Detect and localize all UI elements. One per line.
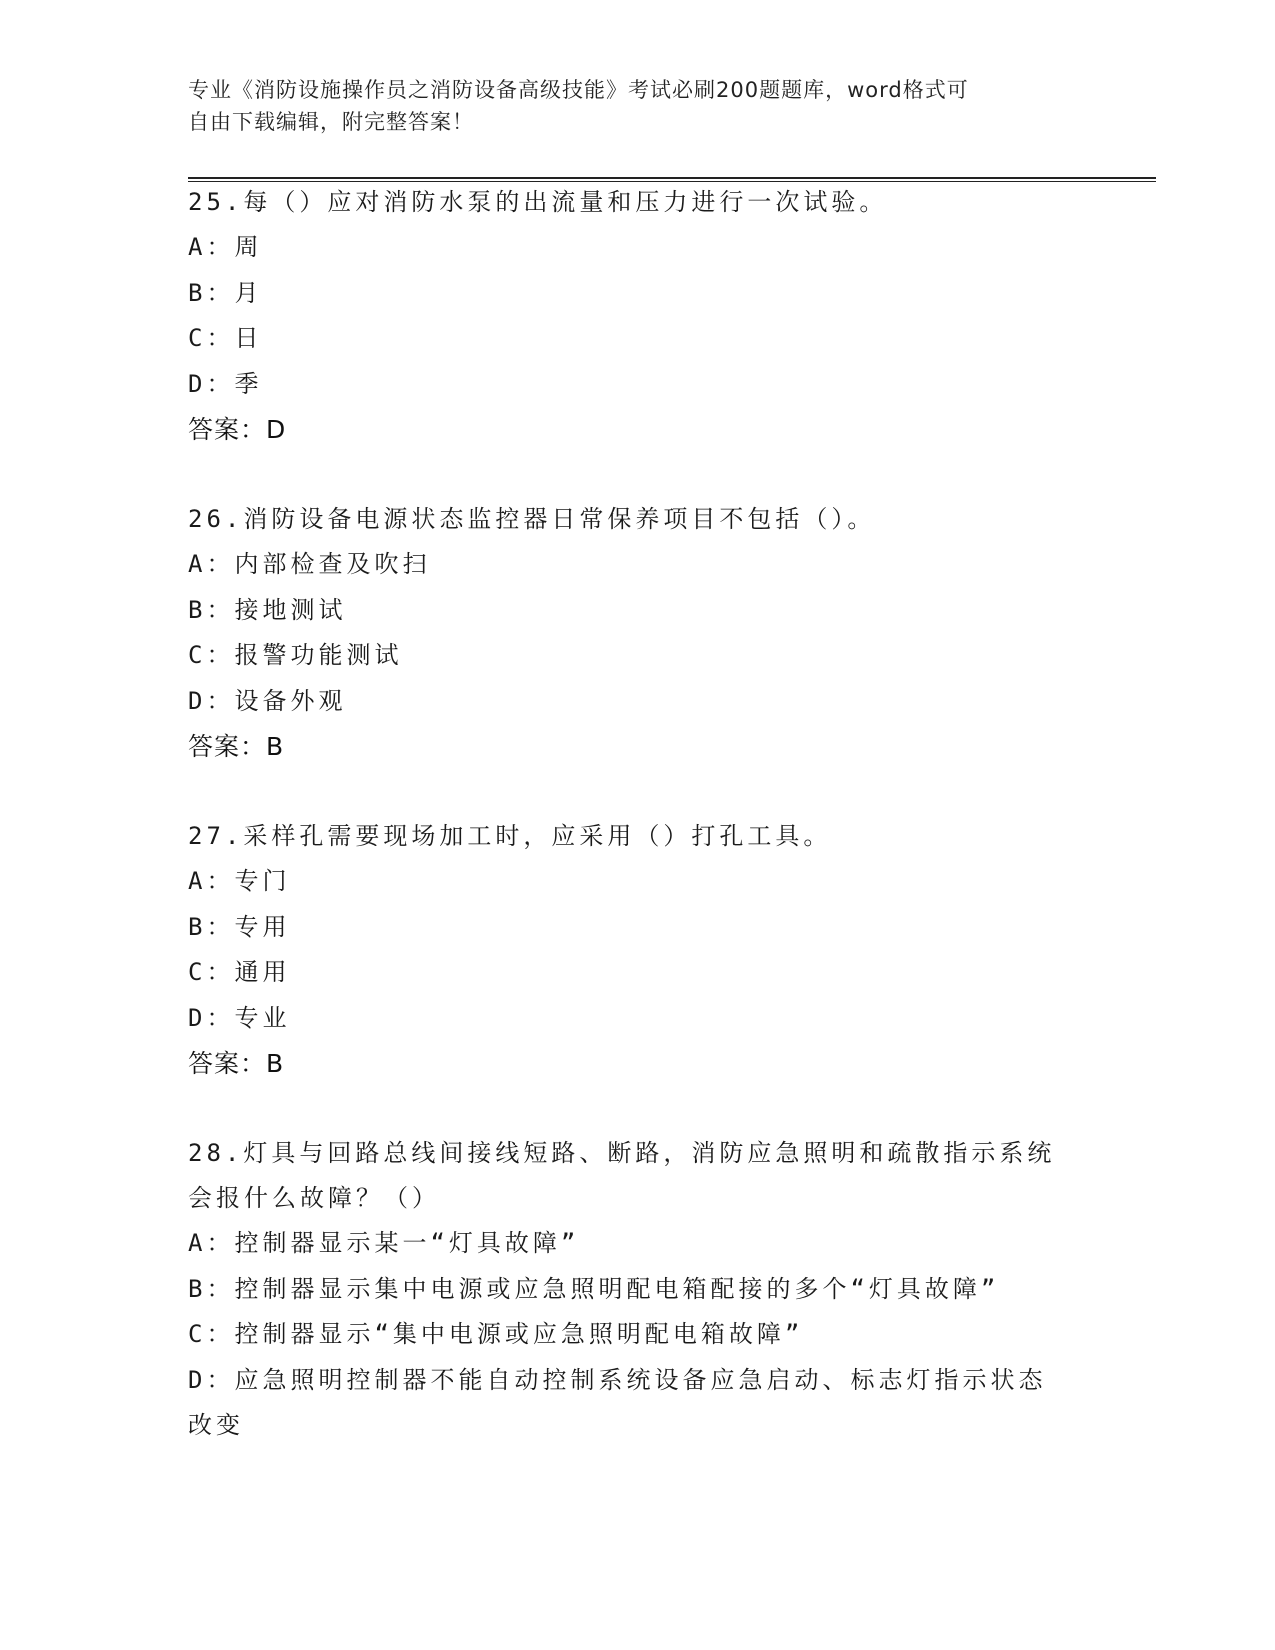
option-b: B：控制器显示集中电源或应急照明配电箱配接的多个“灯具故障” bbox=[188, 1274, 1000, 1303]
question-stem-line-2: 会报什么故障？（） bbox=[188, 1184, 440, 1212]
option-b: B：月 bbox=[188, 278, 263, 307]
question-27 bbox=[188, 814, 1088, 1086]
question-25 bbox=[188, 180, 1088, 452]
question-stem: 27.采样孔需要现场加工时，应采用（）打孔工具。 bbox=[188, 822, 832, 850]
option-d: D：专业 bbox=[188, 1003, 291, 1032]
header-line-2: 自由下载编辑，附完整答案！ bbox=[188, 110, 474, 134]
document-header bbox=[188, 74, 1068, 138]
question-26 bbox=[188, 497, 1088, 769]
header-line-1: 专业《消防设施操作员之消防设备高级技能》考试必刷200题题库，word格式可 bbox=[188, 78, 969, 102]
option-d: D：季 bbox=[188, 369, 263, 398]
option-a: A：内部检查及吹扫 bbox=[188, 550, 431, 578]
option-a: A：控制器显示某一“灯具故障” bbox=[188, 1229, 580, 1257]
answer-line: 答案：D bbox=[188, 415, 287, 444]
question-stem: 25.每（）应对消防水泵的出流量和压力进行一次试验。 bbox=[188, 188, 888, 216]
option-d: D：设备外观 bbox=[188, 686, 347, 715]
option-c: C：通用 bbox=[188, 958, 291, 986]
option-c: C：控制器显示“集中电源或应急照明配电箱故障” bbox=[188, 1320, 804, 1348]
option-d-line-2: 改变 bbox=[188, 1411, 244, 1439]
question-stem: 26.消防设备电源状态监控器日常保养项目不包括（）。 bbox=[188, 505, 876, 533]
option-c: C：日 bbox=[188, 324, 263, 352]
answer-line: 答案：B bbox=[188, 1049, 285, 1078]
option-c: C：报警功能测试 bbox=[188, 641, 403, 669]
option-d-line-1: D：应急照明控制器不能自动控制系统设备应急启动、标志灯指示状态 bbox=[188, 1365, 1047, 1394]
option-a: A：周 bbox=[188, 233, 263, 261]
answer-line: 答案：B bbox=[188, 732, 285, 761]
option-b: B：接地测试 bbox=[188, 595, 347, 624]
question-stem-line-1: 28.灯具与回路总线间接线短路、断路，消防应急照明和疏散指示系统 bbox=[188, 1139, 1056, 1167]
option-a: A：专门 bbox=[188, 867, 291, 895]
question-28 bbox=[188, 1131, 1088, 1449]
option-b: B：专用 bbox=[188, 912, 291, 941]
